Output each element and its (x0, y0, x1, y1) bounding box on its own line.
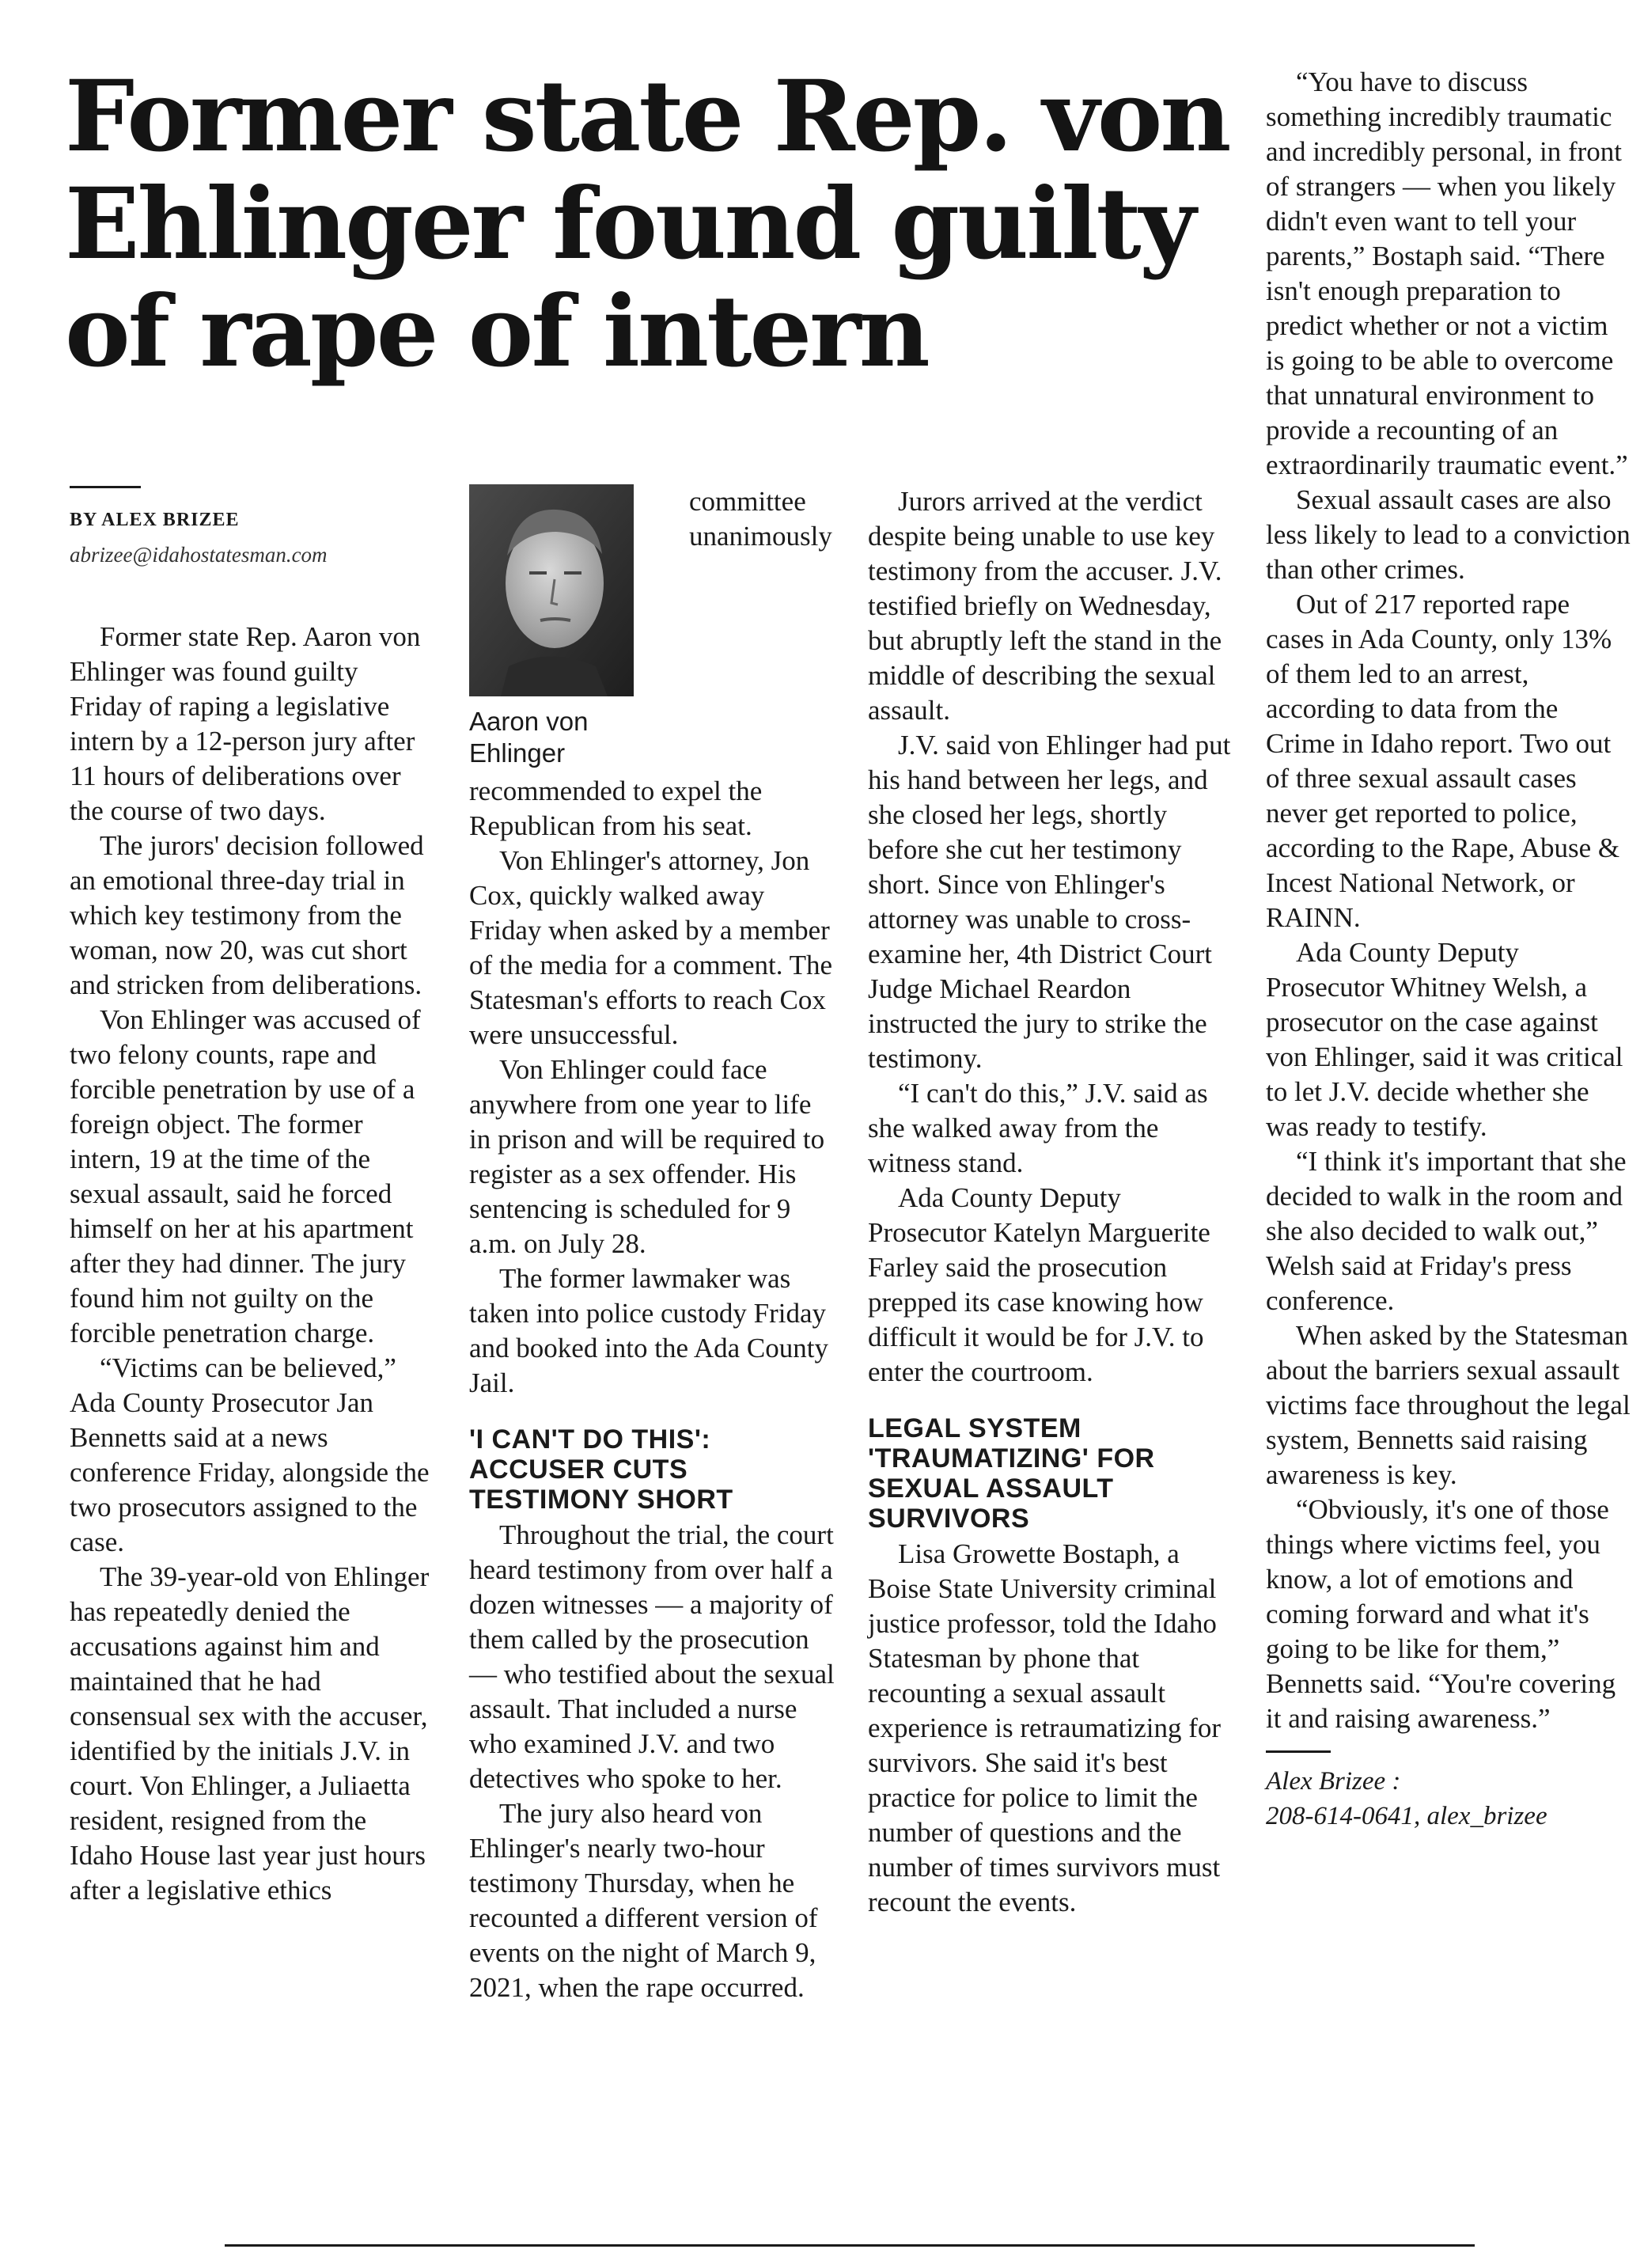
paragraph: Lisa Growette Bostaph, a Boise State University criminal justice professor, told the Idaho Statesman by phone that recounting a sexual assault experience is retraumatizing for survivors. She said it's best practice for police to limit the number of questions and the number of times survivors must recount the events. (868, 1538, 1222, 1917)
paragraph: “I think it's important that she decided to walk in the room and she also decided to walk out,” Welsh said at Friday's press conference. (1266, 1146, 1627, 1316)
column-2 (469, 484, 835, 2209)
paragraph: Ada County Deputy Prosecutor Whitney Welsh, a prosecutor on the case against von Ehlinger, said it was critical to let J.V. decide whether she was ready to testify. (1266, 937, 1623, 1142)
paragraph: Sexual assault cases are also less likely to lead to a conviction than other crimes. (1266, 484, 1631, 585)
column-4 (1266, 65, 1631, 2217)
paragraph: The jurors' decision followed an emotional three-day trial in which key testimony from the woman, now 20, was cut short and stricken from deliberations. (70, 830, 424, 1000)
paragraph: Former state Rep. Aaron von Ehlinger was found guilty Friday of raping a legislative intern by a 12-person jury after 11 hours of deliberations over the course of two days. (70, 621, 421, 826)
photo-caption: Aaron von Ehlinger (469, 707, 589, 768)
signoff-contact[interactable]: 208-614-0641, alex_brizee (1266, 1802, 1547, 1830)
subhead: LEGAL SYSTEM 'TRAUMATIZING' FOR SEXUAL ASSAULT SURVIVORS (868, 1413, 1155, 1534)
subhead: 'I CAN'T DO THIS': ACCUSER CUTS TESTIMONY SHORT (469, 1424, 733, 1515)
column-1 (70, 461, 430, 2202)
author-photo (469, 484, 634, 696)
paragraph: committee unanimously recommended to expel the Republican from his seat. (469, 486, 832, 841)
column-3 (868, 484, 1236, 2209)
bottom-rule (225, 2244, 1475, 2247)
paragraph: When asked by the Statesman about the barriers sexual assault victims face throughout the legal system, Bennetts said raising awareness is key. (1266, 1320, 1631, 1490)
byline: BY ALEX BRIZEE (70, 510, 240, 530)
signoff-name: Alex Brizee : (1266, 1767, 1401, 1796)
paragraph: Von Ehlinger could face anywhere from one year to life in prison and will be required to register as a sex offender. His sentencing is scheduled for 9 a.m. on July 28. (469, 1054, 825, 1259)
paragraph: The former lawmaker was taken into police custody Friday and booked into the Ada County Jail. (469, 1263, 828, 1398)
paragraph: Von Ehlinger's attorney, Jon Cox, quickly walked away Friday when asked by a member of the media for a comment. The Statesman's efforts to reach Cox were unsuccessful. (469, 845, 833, 1050)
paragraph: Throughout the trial, the court heard testimony from over half a dozen witnesses — a majority of them called by the prosecution — who testified about the sexual assault. That included a nurse who examined J.V. and two detectives who spoke to her. (469, 1519, 835, 1794)
photo-block (469, 484, 672, 769)
paragraph: Ada County Deputy Prosecutor Katelyn Marguerite Farley said the prosecution prepped its case knowing how difficult it would be for J.V. to enter the courtroom. (868, 1182, 1210, 1387)
paragraph: Jurors arrived at the verdict despite being unable to use key testimony from the accuser. J.V. testified briefly on Wednesday, but abruptly left the stand in the middle of describing the sexual assault. (868, 486, 1222, 726)
paragraph: “Obviously, it's one of those things where victims feel, you know, a lot of emotions and coming forward and what it's going to be like for them,” Bennetts said. “You're covering it and raising awareness.” (1266, 1494, 1616, 1734)
paragraph: The 39-year-old von Ehlinger has repeatedly denied the accusations against him and maintained that he had consensual sex with the accuser, identified by the initials J.V. in court. Von Ehlinger, a Juliaetta resident, resigned from the Idaho House last year just hours after a legislative ethics (70, 1561, 430, 1906)
paragraph: “I can't do this,” J.V. said as she walked away from the witness stand. (868, 1078, 1208, 1178)
paragraph: Out of 217 reported rape cases in Ada County, only 13% of them led to an arrest, according to data from the Crime in Idaho report. Two out of three sexual assault cases never get reported to police, according to the Rape, Abuse & Incest National Network, or RAINN. (1266, 589, 1620, 933)
paragraph: “You have to discuss something incredibly traumatic and incredibly personal, in front of strangers — when you likely didn't even want to tell your parents,” Bostaph said. “There isn't enough preparation to predict whether or not a victim is going to be able to overcome that unnatural environment to provide a recounting of an extraordinarily traumatic event.” (1266, 66, 1628, 480)
headline: Former state Rep. von Ehlinger found guilty of rape of intern (65, 59, 1229, 389)
author-email[interactable]: abrizee@idahostatesman.com (70, 543, 328, 567)
signoff-rule (1266, 1750, 1331, 1753)
paragraph: “Victims can be believed,” Ada County Prosecutor Jan Bennetts said at a news conference Friday, alongside the two prosecutors assigned to the case. (70, 1352, 430, 1557)
paragraph: The jury also heard von Ehlinger's nearly two-hour testimony Thursday, when he recounted a different version of events on the night of March 9, 2021, when the rape occurred. (469, 1798, 818, 2003)
paragraph: Von Ehlinger was accused of two felony counts, rape and forcible penetration by use of a foreign object. The former intern, 19 at the time of the sexual assault, said he forced himself on her at his apartment after they had dinner. The jury found him not guilty on the forcible penetration charge. (70, 1004, 421, 1348)
paragraph: J.V. said von Ehlinger had put his hand between her legs, and she closed her legs, shortly before she cut her testimony short. Since von Ehlinger's attorney was unable to cross-examine her, 4th District Court Judge Michael Reardon instructed the jury to strike the testimony. (868, 730, 1231, 1074)
